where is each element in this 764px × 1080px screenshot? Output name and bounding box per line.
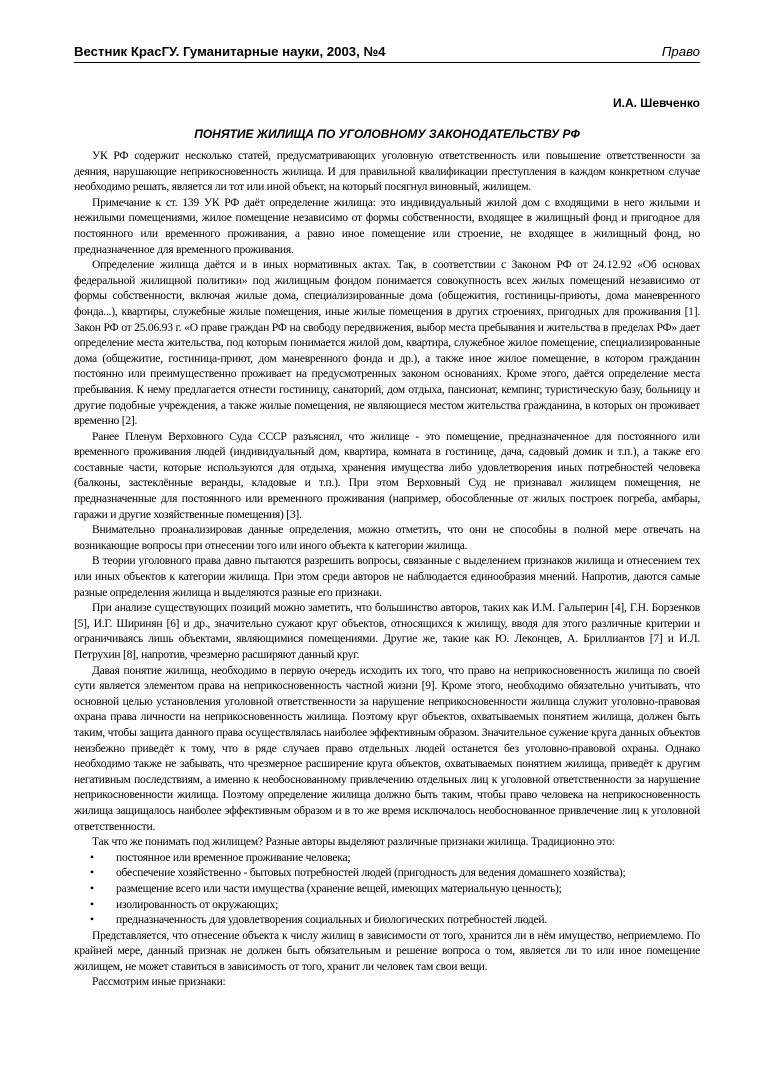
paragraph: Представляется, что отнесение объекта к числу жилищ в зависимости от того, хранится ли в нём имущество, неприемлемо. По крайней мере, данный признак не должен быть обязательным и решение вопроса о том, является ли то или иное помещение жилищем, не может ставиться в зависимость от того, хранит ли человек там свои вещи.	[74, 928, 700, 973]
paragraph: При анализе существующих позиций можно заметить, что большинство авторов, таких как И.М. Гальперин [4], Г.Н. Борзенков [5], И.Г. Ширинян [6] и др., значительно сужают круг объектов, относящихся к жилищу, вводя для этого различные критерии и ограничиваясь лишь объектами, являющимися помещениями. Другие же, такие как Ю. Леконцев, А. Бриллиантов [7] и И.Л. Петрухин [8], напротив, чрезмерно расширяют данный круг.	[74, 601, 700, 661]
paragraph: Внимательно проанализировав данные определения, можно отметить, что они не способны в полной мере отвечать на возникающие вопросы при отнесении того или иного объекта к категории жилища.	[74, 523, 700, 552]
list-item: • предназначенность для удовлетворения социальных и биологических потребностей людей.	[116, 912, 700, 928]
article-title: ПОНЯТИЕ ЖИЛИЩА ПО УГОЛОВНОМУ ЗАКОНОДАТЕЛЬСТВУ РФ	[194, 127, 580, 141]
author-name: И.А. Шевченко	[612, 96, 700, 110]
section-name: Право	[661, 44, 700, 59]
paragraph: Рассмотрим иные признаки:	[92, 975, 226, 989]
paragraph: Давая понятие жилища, необходимо в первую очередь исходить их того, что право на неприкосновенность жилища по своей сути является элементом права на неприкосновенность частной жизни [9]. Кроме этого, необходимо обязательно учитывать, что основной целью установления уголовной ответственности за нарушение неприкосновенности жилища служит уголовно-правовая охрана права личности на неприкосновенность жилища. Поэтому круг объектов, охватываемых понятием жилища, должен быть таким, чтобы защита данного права осуществлялась наиболее эффективным образом. Значительное сужение круга данных объектов неизбежно приведёт к тому, что в ряде случаев право отдельных людей останется без уголовно-правовой охраны. Однако необходимо также не забывать, что чрезмерное расширение круга объектов, охватываемых понятием жилища, приведёт к другим негативным последствиям, а именно к необоснованному привлечению отдельных лиц к уголовной ответственности за нарушение неприкосновенности жилища. Поэтому определение жилища должно быть таким, чтобы право человека на неприкосновенность жилища защищалось наиболее эффективным образом и в то же время исключалось необоснованное привлечение лиц к уголовной ответственности.	[74, 663, 700, 833]
paragraph: Определение жилища даётся и в иных нормативных актах. Так, в соответствии с Законом РФ от 24.12.92 «Об основах федеральной жилищной политики» под жилищным фондом понимается совокупность всех жилых помещений независимо от формы собственности, включая жилые дома, специализированные дома (общежития, гостиницы-приюты, дома маневренного фонда...), квартиры, служебные жилые помещения, иные жилые помещения в других строениях, пригодных для проживания [1]. Закон РФ от 25.06.93 г. «О праве граждан РФ на свободу передвижения, выбор места пребывания и жительства в пределах РФ» дает определение места жительства, под которым понимается жилой дом, квартира, служебное жилое помещение, специализированные дома (общежитие, гостиница-приют, дом маневренного фонда и др.), а также иное жилое помещение, в котором гражданин постоянно или преимущественно проживает на предусмотренных законом основаниях. Кроме этого, даётся определение места пребывания. К нему предлагается отнести гостиницу, санаторий, дом отдыха, пансионат, кемпинг, туристическую базу, больницу и другие подобные учреждения, а также жилые помещения, не являющиеся местом жительства гражданина, в которых он проживает временно [2].	[74, 258, 700, 428]
paragraph: Так что же понимать под жилищем? Разные авторы выделяют различные признаки жилища. Традиционно это:	[92, 835, 615, 849]
list-item: • обеспечение хозяйственно - бытовых потребностей людей (пригодность для ведения домашнего хозяйства);	[116, 865, 700, 881]
features-list	[74, 850, 700, 928]
list-item: • размещение всего или части имущества (хранение вещей, имеющих материальную ценность);	[116, 881, 700, 897]
journal-title: Вестник КрасГУ. Гуманитарные науки, 2003, №4	[74, 44, 386, 59]
article-body	[74, 148, 700, 990]
paragraph: Ранее Пленум Верховного Суда СССР разъяснял, что жилище - это помещение, предназначенное для постоянного или временного проживания людей (индивидуальный дом, квартира, комната в гостинице, дача, садовый домик и т.п.), а также его составные части, которые используются для отдыха, хранения имущества либо удовлетворения иных потребностей человека (балконы, застеклённые веранды, кладовые и т.п.). При этом Верховный Суд не признавал жилищем помещения, не предназначенные для постоянного или временного проживания (например, обособленные от жилых построек погреба, амбары, гаражи и другие хозяйственные помещения) [3].	[74, 429, 700, 521]
list-item: • постоянное или временное проживание человека;	[116, 850, 700, 866]
list-item: • изолированность от окружающих;	[116, 897, 700, 913]
paragraph: Примечание к ст. 139 УК РФ даёт определение жилища: это индивидуальный жилой дом с входящими в него жилыми и нежилыми помещениями, жилое помещение независимо от формы собственности, входящее в жилищный фонд и пригодное для постоянного или временного проживания, а равно иное помещение или строение, не входящее в жилищный фонд, но предназначенное для временного проживания.	[74, 195, 700, 256]
running-header	[74, 44, 700, 63]
paragraph: УК РФ содержит несколько статей, предусматривающих уголовную ответственность или повышение ответственности за деяния, нарушающие неприкосновенность жилища. И для правильной квалификации преступления в каждом конкретном случае необходимо решать, является ли тот или иной объект, на который посягнул виновный, жилищем.	[74, 149, 700, 194]
paragraph: В теории уголовного права давно пытаются разрешить вопросы, связанные с выделением признаков жилища и отнесением тех или иных объектов к категории жилища. При этом среди авторов не наблюдается единообразия мнений. Напротив, даются самые разные определения жилища и выделяются разные его признаки.	[74, 554, 700, 599]
